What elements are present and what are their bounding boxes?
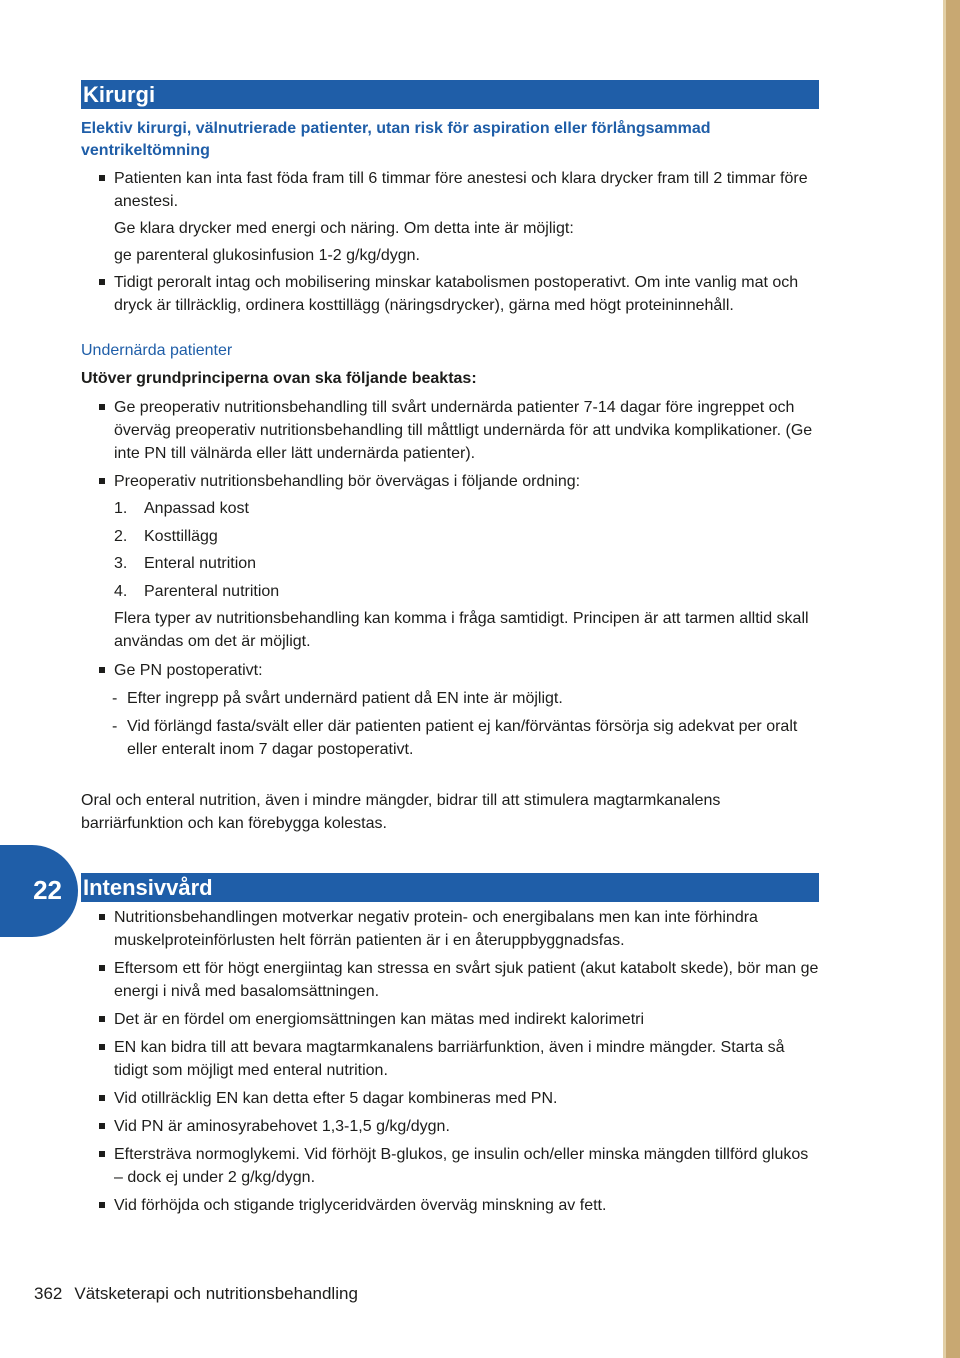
order-item: 4. Parenteral nutrition (114, 582, 280, 600)
intensivvard-bullet-list (81, 906, 819, 1217)
square-bullet-icon (99, 1044, 105, 1050)
order-item: 1. Anpassad kost (114, 500, 249, 517)
square-bullet-icon (99, 404, 105, 410)
list-item: Patienten kan inta fast föda fram till 6 timmar före anestesi och klara drycker fram till 2 timmar före anestesi. (81, 167, 819, 213)
order-item: 2. Kosttillägg (114, 527, 218, 545)
list-item: Vid otillräcklig EN kan detta efter 5 dagar kombineras med PN. (81, 1087, 819, 1110)
page-edge-tab (946, 0, 960, 1358)
list-item: Eftersträva normoglykemi. Vid förhöjt B-glukos, ge insulin och/eller minska mängden tillförd glukos – dock ej under 2 g/kg/dygn. (81, 1143, 819, 1189)
undernarda-bullet-list (81, 396, 819, 493)
kirurgi-bullet-list (81, 167, 819, 213)
subheading-undernarda: Undernärda patienter (81, 342, 233, 359)
kirurgi-bullet-list-2 (81, 271, 819, 317)
page-footer (34, 1284, 358, 1304)
page-content (81, 80, 819, 1217)
undernarda-intro: Utöver grundprinciperna ovan ska följande beaktas: (81, 370, 477, 387)
square-bullet-icon (99, 1095, 105, 1101)
square-bullet-icon (99, 1202, 105, 1208)
closing-paragraph: Oral och enteral nutrition, även i mindre mängder, bidrar till att stimulera magtarmkanalens barriärfunktion och kan förebygga kolestas. (81, 792, 721, 832)
page-number: 362 (34, 1284, 63, 1303)
chapter-number: 22 (33, 875, 62, 905)
kirurgi-continuation-1: Ge klara drycker med energi och näring. Om detta inte är möjligt: (114, 220, 574, 237)
list-item: Tidigt peroralt intag och mobilisering minskar katabolismen postoperativt. Om inte vanlig mat och dryck är tillräcklig, ordinera kosttillägg (näringsdrycker), gärna med högt proteininnehåll. (81, 271, 819, 317)
square-bullet-icon (99, 1151, 105, 1157)
list-item: EN kan bidra till att bevara magtarmkanalens barriärfunktion, även i mindre mängder. Starta så tidigt som möjligt med enteral nutrition. (81, 1036, 819, 1082)
undernarda-bullet-list-2 (81, 659, 819, 682)
square-bullet-icon (99, 1123, 105, 1129)
order-item: 3. Enteral nutrition (114, 555, 257, 572)
square-bullet-icon (99, 478, 105, 484)
order-list (81, 495, 819, 605)
list-item: Nutritionsbehandlingen motverkar negativ protein- och energibalans men kan inte förhindra muskelproteinförlusten helt förrän patienten är i en återuppbyggnadsfas. (81, 906, 819, 952)
running-title: Vätsketerapi och nutritionsbehandling (74, 1284, 358, 1303)
list-item: Eftersom ett för högt energiintag kan stressa en svårt sjuk patient (akut katabolt skede), bör man ge energi i nivå med basalomsättningen. (81, 957, 819, 1003)
square-bullet-icon (99, 279, 105, 285)
section-heading-kirurgi: Kirurgi (81, 80, 819, 109)
square-bullet-icon (99, 667, 105, 673)
list-item: Preoperativ nutritionsbehandling bör övervägas i följande ordning: (81, 470, 819, 493)
order-note: Flera typer av nutritionsbehandling kan komma i fråga samtidigt. Principen är att tarmen alltid skall användas om det är möjligt. (114, 610, 809, 650)
list-item: Vid förhöjda och stigande triglyceridvärden överväg minskning av fett. (81, 1194, 819, 1217)
dash-item: - Efter ingrepp på svårt undernärd patient då EN inte är möjligt. (112, 690, 563, 707)
section-heading-intensivvard: Intensivvård (81, 873, 819, 902)
subheading-elektiv-kirurgi: Elektiv kirurgi, välnutrierade patienter, utan risk för aspiration eller förlångsammad ventrikeltömning (81, 120, 711, 159)
list-item: Ge PN postoperativt: (81, 659, 819, 682)
dash-item: - Vid förlängd fasta/svält eller där patienten patient ej kan/förväntas försörja sig adekvat per oralt eller enteralt inom 7 dagar postoperativt. (112, 718, 798, 758)
square-bullet-icon (99, 175, 105, 181)
list-item: Ge preoperativ nutritionsbehandling till svårt undernärda patienter 7-14 dagar före ingreppet och överväg preoperativ nutritionsbehandling till måttligt undernärda för att undvika komplikationer. (Ge inte PN till välnärda eller lätt undernärda patienter). (81, 396, 819, 465)
square-bullet-icon (99, 914, 105, 920)
square-bullet-icon (99, 1016, 105, 1022)
list-item: Vid PN är aminosyrabehovet 1,3-1,5 g/kg/dygn. (81, 1115, 819, 1138)
chapter-badge (0, 845, 78, 937)
list-item: Det är en fördel om energiomsättningen kan mätas med indirekt kalorimetri (81, 1008, 819, 1031)
square-bullet-icon (99, 965, 105, 971)
kirurgi-continuation-2: ge parenteral glukosinfusion 1-2 g/kg/dygn. (114, 247, 420, 264)
